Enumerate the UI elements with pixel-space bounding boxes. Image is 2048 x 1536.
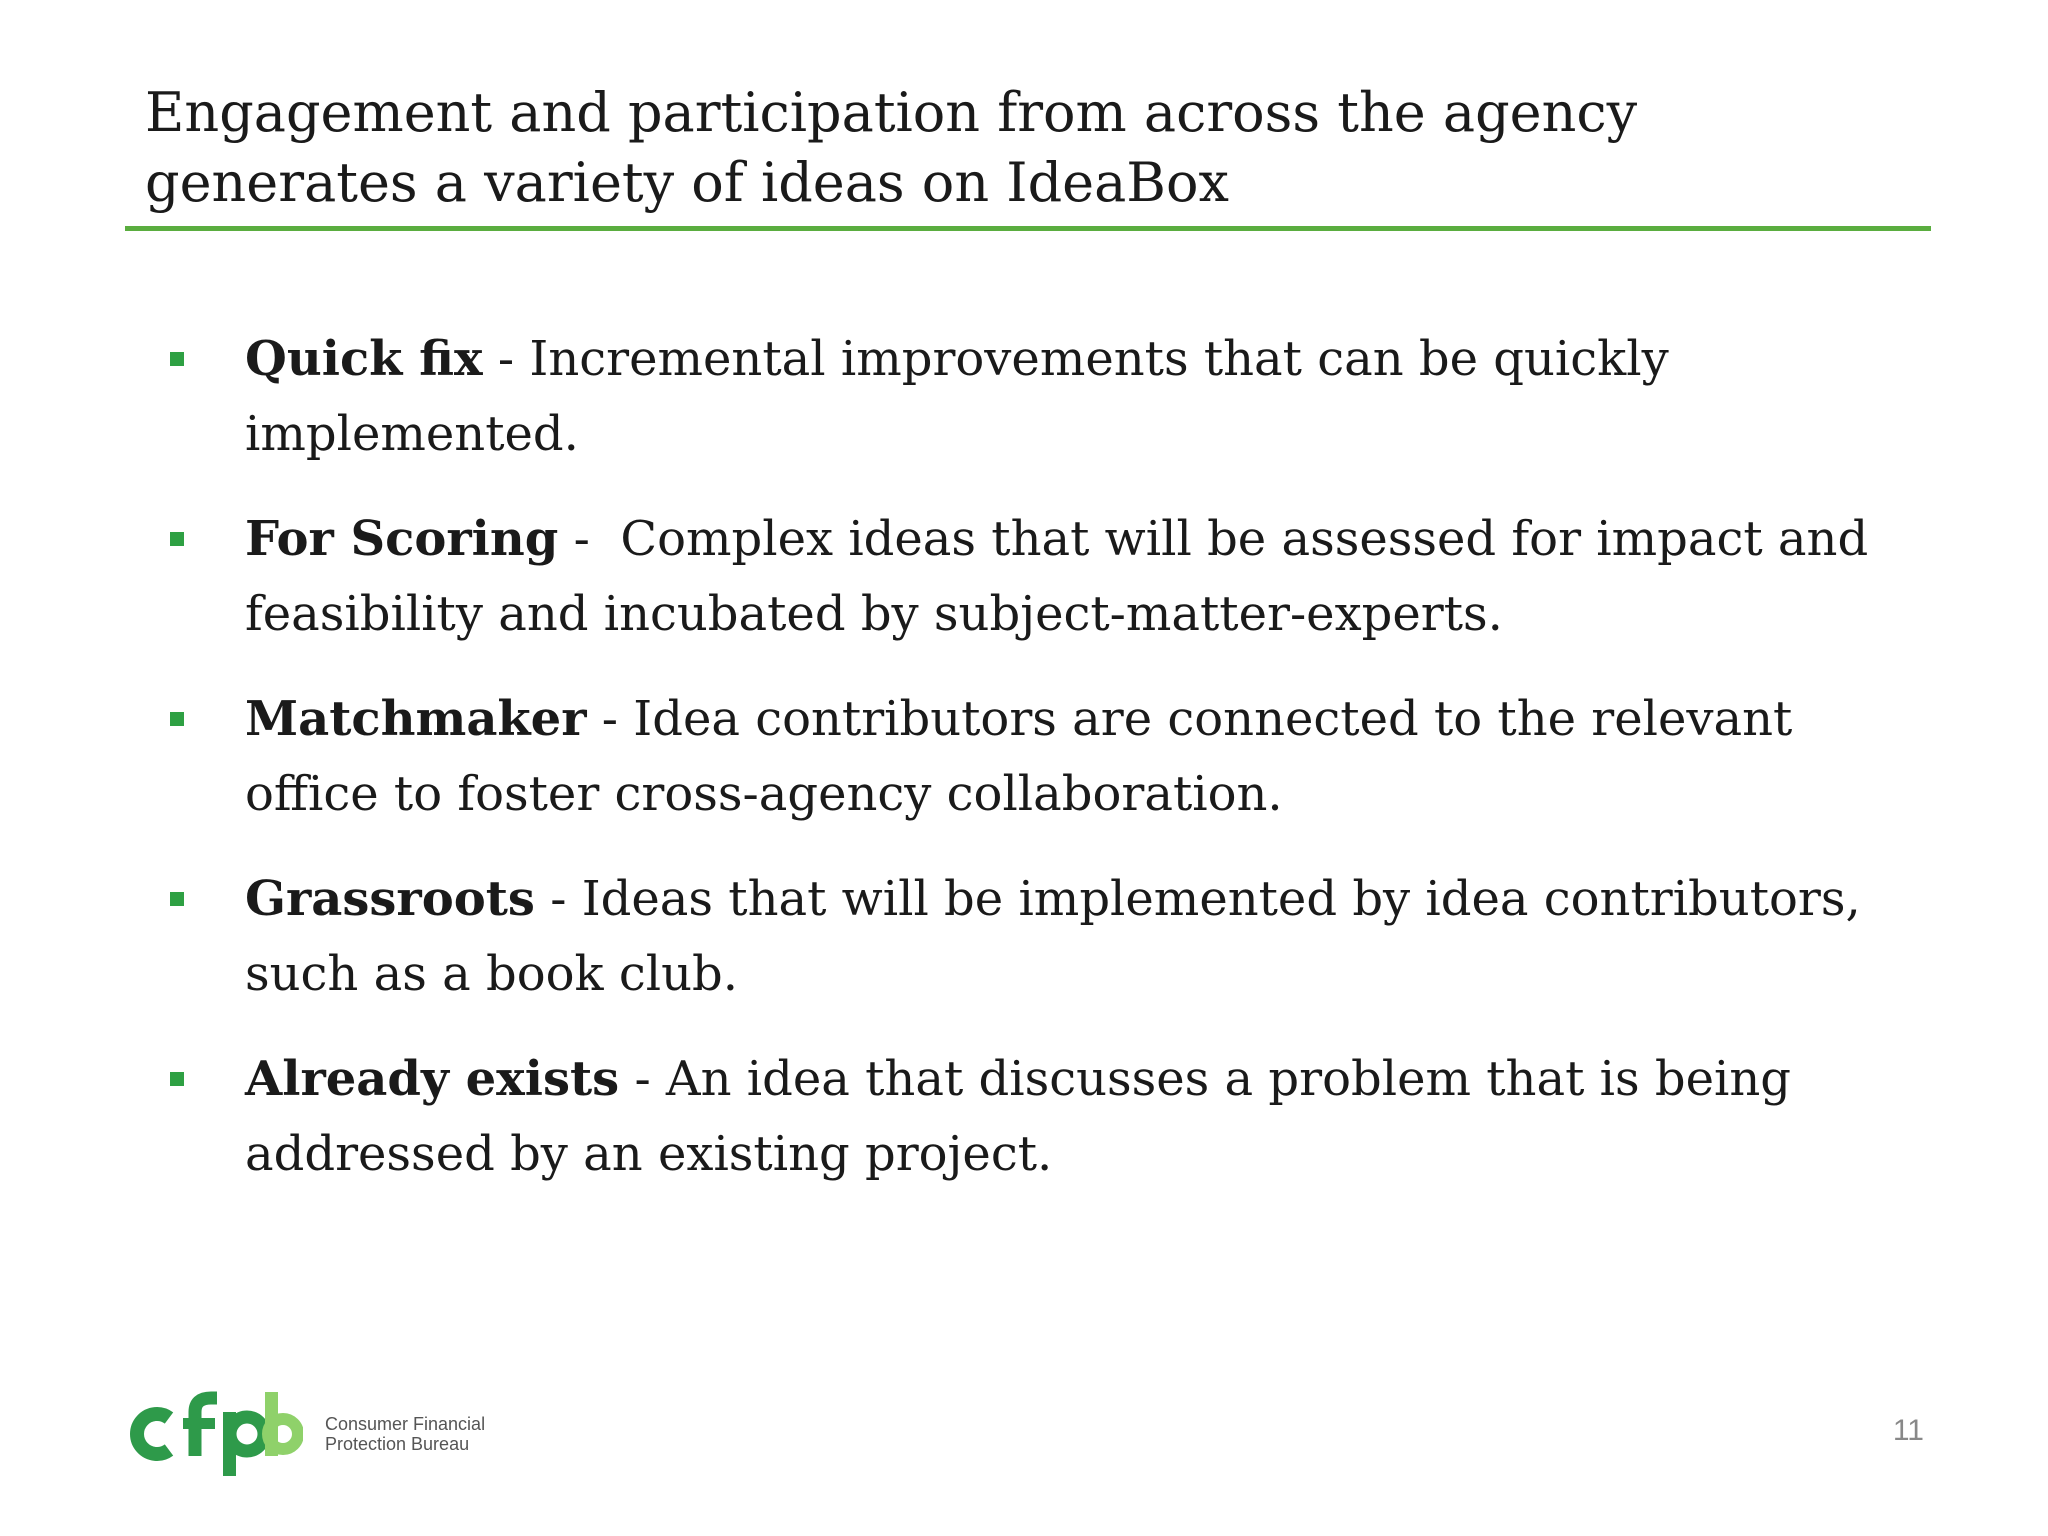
bullet-separator: -	[619, 1051, 666, 1107]
bullet-description: Ideas that will be implemented by idea contributors, such as a book club.	[245, 871, 1861, 1002]
square-bullet-icon	[170, 532, 184, 546]
bullet-list	[170, 322, 1870, 1222]
bullet-item-grassroots	[170, 862, 1870, 1012]
bullet-description: Incremental improvements that can be quickly implemented.	[245, 331, 1669, 462]
slide-title: Engagement and participation from across the agency generates a variety of ideas on IdeaBox	[145, 81, 1638, 214]
logo-line-1: Consumer Financial	[325, 1414, 486, 1434]
logo-wordmark	[325, 1414, 485, 1454]
bullet-separator: -	[558, 511, 621, 567]
bullet-separator: -	[586, 691, 634, 747]
bullet-term: For Scoring	[245, 511, 559, 567]
title-divider	[125, 226, 1931, 231]
bullet-separator: -	[534, 871, 582, 927]
bullet-item-for-scoring	[170, 502, 1870, 652]
bullet-description: Complex ideas that will be assessed for impact and feasibility and incubated by subject-matter-experts.	[245, 511, 1869, 642]
square-bullet-icon	[170, 352, 184, 366]
bullet-separator: -	[482, 331, 530, 387]
bullet-item-matchmaker	[170, 682, 1870, 832]
square-bullet-icon	[170, 1072, 184, 1086]
bullet-item-quick-fix	[170, 322, 1870, 472]
logo-line-2: Protection Bureau	[325, 1434, 470, 1454]
square-bullet-icon	[170, 892, 184, 906]
square-bullet-icon	[170, 712, 184, 726]
bullet-description: An idea that discusses a problem that is being addressed by an existing project.	[245, 1051, 1791, 1182]
bullet-term: Matchmaker	[245, 691, 587, 747]
bullet-term: Grassroots	[245, 871, 535, 927]
bullet-term: Already exists	[245, 1051, 620, 1107]
bullet-item-already-exists	[170, 1042, 1870, 1192]
page-number: 11	[1892, 1414, 1924, 1447]
bullet-term: Quick fix	[245, 331, 483, 387]
bullet-description: Idea contributors are connected to the relevant office to foster cross-agency collaboration.	[245, 691, 1793, 822]
cfpb-logo	[125, 1388, 485, 1480]
cfpb-logo-mark-icon	[125, 1388, 303, 1480]
